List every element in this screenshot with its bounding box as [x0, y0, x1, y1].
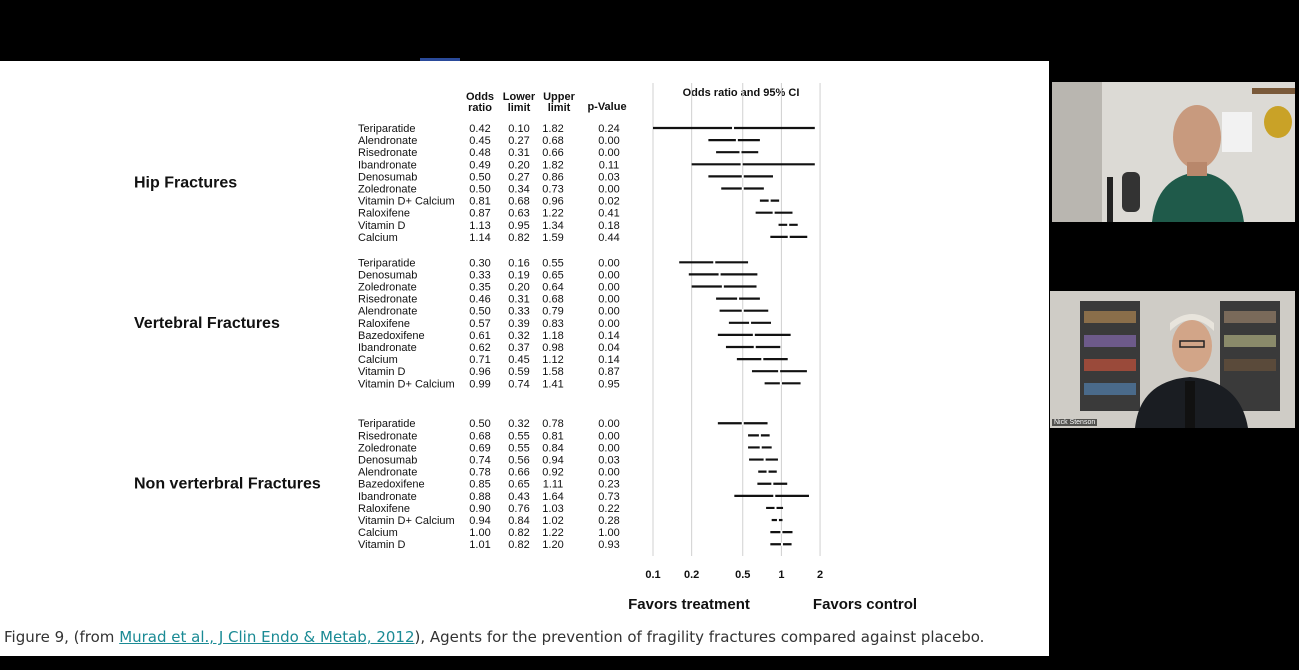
odds-ratio-value: 1.13: [469, 219, 491, 232]
odds-ratio-value: 0.50: [469, 171, 491, 184]
group-label: Vertebral Fractures: [134, 314, 280, 332]
agent-name: Denosumab: [358, 454, 418, 467]
agent-name: Risedronate: [358, 293, 418, 306]
p-value: 0.00: [598, 442, 620, 455]
agent-name: Vitamin D: [358, 366, 406, 379]
p-value: 0.22: [598, 502, 620, 515]
odds-ratio-value: 0.62: [469, 342, 491, 355]
column-headers: [466, 87, 799, 114]
agent-name: Alendronate: [358, 135, 418, 148]
p-value: 0.24: [598, 123, 620, 135]
figure-caption: [4, 628, 984, 646]
header-lower-limit-line1: Lower: [502, 91, 536, 103]
odds-ratio-value: 1.01: [469, 539, 491, 552]
agent-name: Vitamin D+ Calcium: [358, 195, 455, 208]
p-value: 0.00: [598, 317, 620, 330]
x-tick-label: 0.1: [645, 569, 661, 581]
lower-limit-value: 0.31: [508, 147, 530, 160]
x-tick-label: 0.2: [684, 569, 700, 581]
p-value: 0.02: [598, 195, 620, 208]
agent-name: Calcium: [358, 231, 398, 244]
p-value: 0.28: [598, 515, 620, 528]
lower-limit-value: 0.59: [508, 366, 530, 379]
agent-name: Bazedoxifene: [358, 478, 425, 491]
lower-limit-value: 0.82: [508, 231, 530, 244]
lower-limit-value: 0.65: [508, 478, 530, 491]
odds-ratio-value: 0.48: [469, 147, 491, 160]
agent-name: Denosumab: [358, 171, 418, 184]
p-value: 0.00: [598, 466, 620, 479]
odds-ratio-value: 0.33: [469, 269, 491, 282]
agent-name: Denosumab: [358, 269, 418, 282]
lower-limit-value: 0.76: [508, 502, 530, 515]
chart-gridlines: [653, 83, 820, 556]
p-value: 0.04: [598, 342, 620, 355]
odds-ratio-value: 0.78: [469, 466, 491, 479]
upper-limit-value: 0.66: [542, 147, 564, 160]
x-tick-label: 0.5: [735, 569, 751, 581]
x-tick-label: 1: [778, 569, 785, 581]
p-value: 0.03: [598, 454, 620, 467]
upper-limit-value: 1.58: [542, 366, 564, 379]
agent-name: Ibandronate: [358, 490, 417, 503]
header-p-value: p-Value: [587, 101, 627, 113]
odds-ratio-value: 0.88: [469, 490, 491, 503]
favors-treatment-label: Favors treatment: [628, 596, 750, 613]
upper-limit-value: 0.83: [542, 317, 564, 330]
caption-prefix: Figure 9, (: [4, 628, 80, 646]
upper-limit-value: 0.78: [542, 418, 564, 431]
upper-limit-value: 0.68: [542, 293, 564, 306]
odds-ratio-value: 0.71: [469, 354, 491, 367]
upper-limit-value: 1.22: [542, 527, 564, 540]
p-value: 0.00: [598, 293, 620, 306]
header-upper-limit-line1: Upper: [543, 91, 575, 103]
odds-ratio-value: 0.35: [469, 281, 491, 294]
participant-2-avatar: [1050, 291, 1295, 428]
lower-limit-value: 0.37: [508, 342, 530, 355]
lower-limit-value: 0.16: [508, 257, 530, 270]
agent-name: Zoledronate: [358, 442, 417, 455]
p-value: 0.00: [598, 430, 620, 443]
upper-limit-value: 1.20: [542, 539, 564, 552]
upper-limit-value: 1.03: [542, 502, 564, 515]
agent-name: Raloxifene: [358, 207, 410, 220]
upper-limit-value: 1.02: [542, 515, 564, 528]
agent-name: Vitamin D+ Calcium: [358, 515, 455, 528]
participant-video-1: [1052, 82, 1295, 222]
agent-name: Risedronate: [358, 430, 418, 443]
agent-name: Calcium: [358, 527, 398, 540]
odds-ratio-value: 0.50: [469, 183, 491, 196]
header-lower-limit-line2: limit: [507, 102, 531, 114]
odds-ratio-value: 0.50: [469, 418, 491, 431]
upper-limit-value: 0.68: [542, 135, 564, 148]
p-value: 0.00: [598, 135, 620, 148]
p-value: 0.00: [598, 257, 620, 270]
agent-name: Risedronate: [358, 147, 418, 160]
lower-limit-value: 0.66: [508, 466, 530, 479]
header-odds-ratio-line1: Odds: [465, 91, 495, 103]
odds-ratio-value: 1.00: [469, 527, 491, 540]
lower-limit-value: 0.31: [508, 293, 530, 306]
p-value: 0.87: [598, 366, 620, 379]
lower-limit-value: 0.27: [508, 171, 530, 184]
odds-ratio-value: 0.74: [469, 454, 491, 467]
lower-limit-value: 0.39: [508, 317, 530, 330]
p-value: 1.00: [598, 527, 620, 540]
lower-limit-value: 0.34: [508, 183, 530, 196]
p-value: 0.00: [598, 281, 620, 294]
upper-limit-value: 0.81: [542, 430, 564, 443]
agent-name: Teriparatide: [358, 123, 416, 135]
upper-limit-value: 0.86: [542, 171, 564, 184]
lower-limit-value: 0.45: [508, 354, 530, 367]
odds-ratio-value: 0.30: [469, 257, 491, 270]
lower-limit-value: 0.95: [508, 219, 530, 232]
agent-name: Calcium: [358, 354, 398, 367]
participant-video-2: [1050, 291, 1295, 428]
group-label: Hip Fractures: [134, 174, 238, 192]
lower-limit-value: 0.20: [508, 281, 530, 294]
upper-limit-value: 1.22: [542, 207, 564, 220]
lower-limit-value: 0.56: [508, 454, 530, 467]
lower-limit-value: 0.82: [508, 539, 530, 552]
lower-limit-value: 0.20: [508, 159, 530, 172]
agent-name: Zoledronate: [358, 183, 417, 196]
agent-name: Vitamin D: [358, 539, 406, 552]
odds-ratio-value: 0.69: [469, 442, 491, 455]
p-value: 0.00: [598, 147, 620, 160]
lower-limit-value: 0.33: [508, 305, 530, 318]
odds-ratio-value: 0.81: [469, 195, 491, 208]
x-tick-label: 2: [816, 569, 824, 581]
upper-limit-value: 1.41: [542, 378, 564, 391]
p-value: 0.14: [598, 354, 620, 367]
favors-control-label: Favors control: [812, 596, 918, 613]
group-label: Non verterbral Fractures: [134, 475, 321, 493]
agent-name: Ibandronate: [358, 342, 417, 355]
odds-ratio-value: 0.57: [469, 317, 491, 330]
upper-limit-value: 0.73: [542, 183, 564, 196]
upper-limit-value: 0.96: [542, 195, 564, 208]
agent-name: Teriparatide: [358, 257, 416, 270]
upper-limit-value: 1.64: [542, 490, 564, 503]
agent-name: Raloxifene: [358, 317, 410, 330]
lower-limit-value: 0.10: [508, 123, 530, 135]
p-value: 0.03: [598, 171, 620, 184]
agent-name: Teriparatide: [358, 418, 416, 431]
participant-1-avatar: [1052, 82, 1295, 222]
lower-limit-value: 0.55: [508, 430, 530, 443]
agent-name: Raloxifene: [358, 502, 410, 515]
lower-limit-value: 0.68: [508, 195, 530, 208]
chart-rows: [134, 123, 815, 551]
odds-ratio-value: 1.14: [469, 231, 491, 244]
p-value: 0.14: [598, 329, 620, 342]
lower-limit-value: 0.19: [508, 269, 530, 282]
slide: [0, 61, 1049, 656]
upper-limit-value: 1.18: [542, 329, 564, 342]
caption-from-word: from: [79, 628, 120, 646]
upper-limit-value: 0.79: [542, 305, 564, 318]
p-value: 0.00: [598, 418, 620, 431]
p-value: 0.44: [598, 231, 620, 244]
odds-ratio-value: 0.46: [469, 293, 491, 306]
p-value: 0.00: [598, 269, 620, 282]
upper-limit-value: 1.12: [542, 354, 564, 367]
upper-limit-value: 0.84: [542, 442, 564, 455]
participant-2-name: Nick Stenson: [1054, 419, 1096, 426]
p-value: 0.95: [598, 378, 620, 391]
upper-limit-value: 0.98: [542, 342, 564, 355]
p-value: 0.93: [598, 539, 620, 552]
header-upper-limit-line2: limit: [547, 102, 571, 114]
x-axis-ticks: [645, 569, 823, 581]
caption-suffix: ), Agents for the prevention of fragility fractures compared against placebo.: [414, 628, 985, 646]
lower-limit-value: 0.43: [508, 490, 530, 503]
p-value: 0.18: [598, 219, 620, 232]
p-value: 0.23: [598, 478, 620, 491]
upper-limit-value: 0.94: [542, 454, 564, 467]
upper-limit-value: 1.59: [542, 231, 564, 244]
lower-limit-value: 0.63: [508, 207, 530, 220]
p-value: 0.73: [598, 490, 620, 503]
upper-limit-value: 0.65: [542, 269, 564, 282]
odds-ratio-value: 0.42: [469, 123, 491, 135]
lower-limit-value: 0.55: [508, 442, 530, 455]
p-value: 0.11: [598, 159, 620, 172]
agent-name: Alendronate: [358, 466, 418, 479]
upper-limit-value: 1.11: [542, 478, 564, 491]
lower-limit-value: 0.74: [508, 378, 530, 391]
odds-ratio-value: 0.87: [469, 207, 491, 220]
header-odds-ratio-line2: ratio: [468, 102, 492, 114]
odds-ratio-value: 0.45: [469, 135, 491, 148]
upper-limit-value: 0.55: [542, 257, 564, 270]
odds-ratio-value: 0.96: [469, 366, 491, 379]
forest-plot: [0, 61, 1049, 656]
p-value: 0.41: [598, 207, 620, 220]
agent-name: Ibandronate: [358, 159, 417, 172]
lower-limit-value: 0.84: [508, 515, 530, 528]
agent-name: Vitamin D+ Calcium: [358, 378, 455, 391]
agent-name: Vitamin D: [358, 219, 406, 232]
agent-name: Bazedoxifene: [358, 329, 425, 342]
upper-limit-value: 1.34: [542, 219, 564, 232]
odds-ratio-value: 0.99: [469, 378, 491, 391]
odds-ratio-value: 0.68: [469, 430, 491, 443]
agent-name: Alendronate: [358, 305, 418, 318]
chart-title: Odds ratio and 95% CI: [682, 87, 800, 99]
lower-limit-value: 0.27: [508, 135, 530, 148]
upper-limit-value: 1.82: [542, 159, 564, 172]
odds-ratio-value: 0.85: [469, 478, 491, 491]
odds-ratio-value: 0.49: [469, 159, 491, 172]
p-value: 0.00: [598, 183, 620, 196]
upper-limit-value: 0.64: [542, 281, 564, 294]
odds-ratio-value: 0.50: [469, 305, 491, 318]
lower-limit-value: 0.82: [508, 527, 530, 540]
upper-limit-value: 1.82: [542, 123, 564, 135]
p-value: 0.00: [598, 305, 620, 318]
lower-limit-value: 0.32: [508, 418, 530, 431]
lower-limit-value: 0.32: [508, 329, 530, 342]
agent-name: Zoledronate: [358, 281, 417, 294]
citation-link[interactable]: Murad et al., J Clin Endo & Metab, 2012: [119, 628, 415, 646]
odds-ratio-value: 0.61: [469, 329, 491, 342]
odds-ratio-value: 0.94: [469, 515, 491, 528]
odds-ratio-value: 0.90: [469, 502, 491, 515]
upper-limit-value: 0.92: [542, 466, 564, 479]
